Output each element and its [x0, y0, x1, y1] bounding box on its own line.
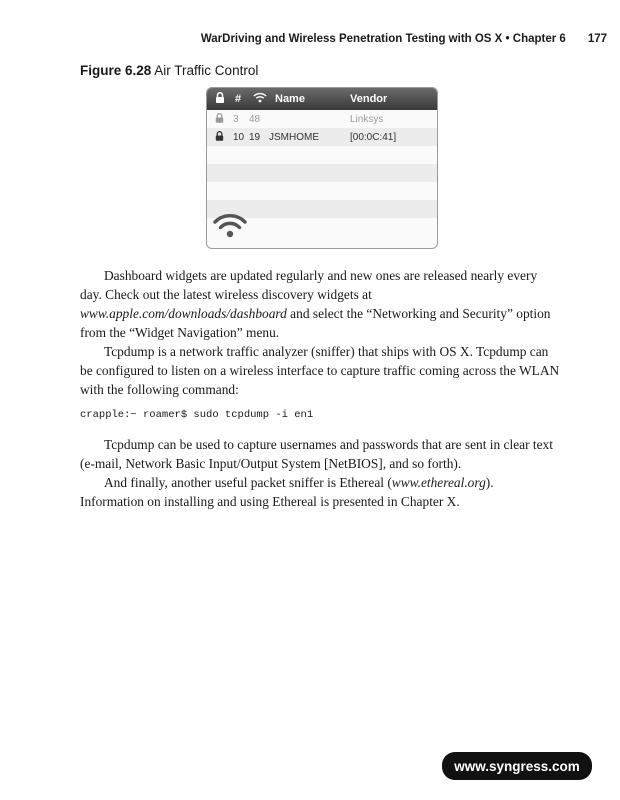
paragraph: Tcpdump is a network traffic analyzer (sniffer) that ships with OS X. Tcpdump can be configured to listen on a wireless interface to capture traffic coming across the WLAN with the following command:: [80, 344, 560, 397]
footer-url[interactable]: www.syngress.com: [454, 758, 580, 774]
command-line: crapple:~ roamer$ sudo tcpdump -i en1: [80, 409, 314, 421]
paragraph-text: Dashboard widgets are updated regularly and new ones are released nearly every day. Check out the latest wireless discovery widgets at: [80, 268, 538, 302]
figure-caption: [80, 63, 258, 78]
wifi-icon: [213, 211, 247, 244]
paragraph-text: and select the “Networking and Security” option from the “Widget Navigation” menu.: [80, 306, 551, 340]
signal: 48: [249, 113, 261, 125]
paragraph-text: ). Information on installing and using Ethereal is presented in Chapter X.: [80, 475, 494, 509]
network-row[interactable]: [207, 110, 437, 128]
empty-row: [207, 164, 437, 182]
network-name: JSMHOME: [269, 131, 319, 143]
empty-row: [207, 146, 437, 164]
figure-label: Figure 6.28: [80, 63, 152, 78]
paragraph: Tcpdump can be used to capture usernames and passwords that are sent in clear text (e-mail, Network Basic Input/Output System [NetBIOS], and so forth).: [80, 437, 553, 471]
signal: 19: [249, 131, 261, 143]
figure-title: Air Traffic Control: [154, 63, 259, 78]
paragraph: [80, 473, 560, 511]
column-number[interactable]: #: [235, 93, 242, 105]
vendor: Linksys: [350, 113, 384, 125]
paragraph: [80, 266, 560, 342]
lock-icon: [215, 92, 235, 106]
channel: 10: [233, 131, 245, 143]
signal-icon: [253, 92, 275, 106]
column-vendor[interactable]: Vendor: [350, 93, 388, 105]
lock-icon: [215, 113, 233, 126]
link-apple-dashboard[interactable]: www.apple.com/downloads/dashboard: [80, 306, 287, 321]
empty-row: [207, 182, 437, 200]
channel: 3: [233, 113, 239, 125]
footer-url-banner[interactable]: [442, 752, 592, 780]
lock-icon: [215, 131, 233, 144]
running-title: WarDriving and Wireless Penetration Testing with OS X • Chapter 6: [200, 33, 566, 45]
body-text: [80, 266, 560, 511]
running-header: [0, 33, 607, 45]
column-name[interactable]: Name: [275, 93, 305, 105]
page-number: 177: [587, 33, 607, 45]
link-ethereal[interactable]: www.ethereal.org: [391, 475, 486, 490]
network-row[interactable]: [207, 128, 437, 146]
widget-header: [207, 88, 437, 110]
air-traffic-control-widget: [206, 87, 438, 249]
paragraph-text: And finally, another useful packet sniffer is Ethereal (: [104, 475, 392, 490]
vendor: [00:0C:41]: [350, 131, 397, 143]
